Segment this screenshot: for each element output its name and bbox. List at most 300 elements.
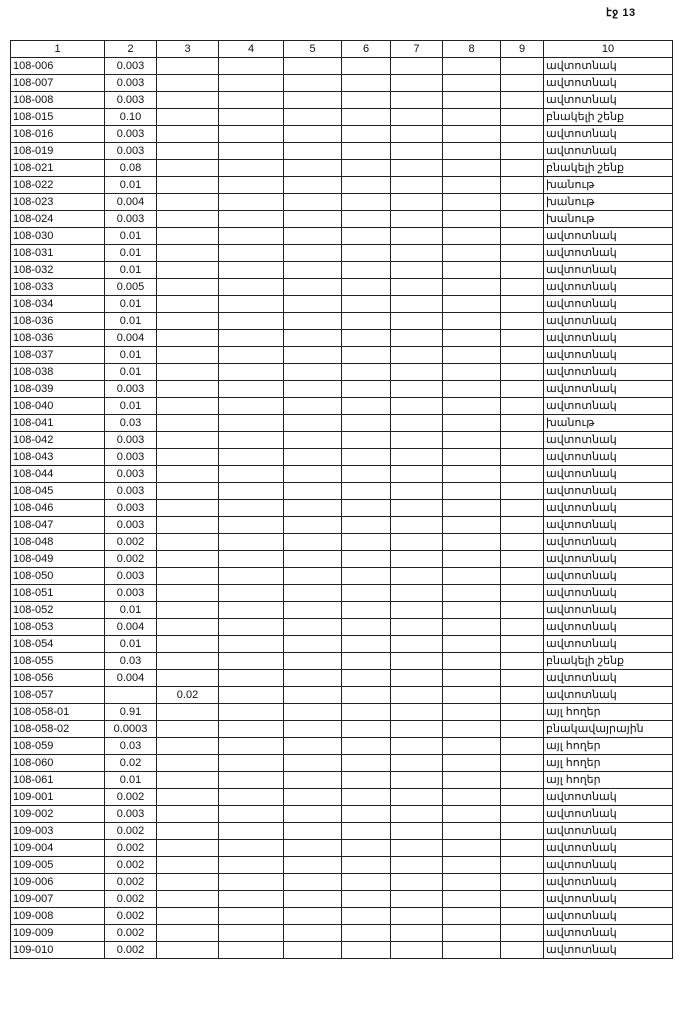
cell-col-2: 0.003	[105, 585, 157, 602]
table-row	[11, 840, 673, 857]
cell-col-3	[157, 653, 219, 670]
cell-col-6	[342, 381, 391, 398]
cell-col-8	[443, 449, 501, 466]
cell-col-6	[342, 517, 391, 534]
cell-col-7	[391, 891, 443, 908]
cell-col-10: խանութ	[544, 194, 673, 211]
cell-col-6	[342, 500, 391, 517]
cell-col-3	[157, 857, 219, 874]
cell-col-4	[219, 568, 284, 585]
table-row	[11, 687, 673, 704]
cell-col-10: ավտոտնակ	[544, 364, 673, 381]
table-row	[11, 738, 673, 755]
cell-col-3: 0.02	[157, 687, 219, 704]
cell-col-1: 109-002	[11, 806, 105, 823]
cell-col-6	[342, 347, 391, 364]
cell-col-3	[157, 143, 219, 160]
cell-col-5	[284, 704, 342, 721]
cell-col-10: այլ հողեր	[544, 738, 673, 755]
cell-col-7	[391, 313, 443, 330]
table-row	[11, 330, 673, 347]
cell-col-2: 0.10	[105, 109, 157, 126]
cell-col-5	[284, 500, 342, 517]
cell-col-7	[391, 245, 443, 262]
cell-col-10: ավտոտնակ	[544, 500, 673, 517]
cell-col-1: 109-006	[11, 874, 105, 891]
cell-col-2	[105, 687, 157, 704]
cell-col-7	[391, 772, 443, 789]
column-header-2: 2	[105, 41, 157, 58]
cell-col-6	[342, 908, 391, 925]
cell-col-5	[284, 789, 342, 806]
cell-col-3	[157, 738, 219, 755]
cell-col-9	[501, 942, 544, 959]
cell-col-2: 0.004	[105, 194, 157, 211]
cell-col-6	[342, 534, 391, 551]
cell-col-2: 0.003	[105, 432, 157, 449]
cell-col-3	[157, 517, 219, 534]
cell-col-9	[501, 823, 544, 840]
cell-col-1: 108-044	[11, 466, 105, 483]
cell-col-3	[157, 789, 219, 806]
table-row	[11, 296, 673, 313]
table-row	[11, 619, 673, 636]
cell-col-5	[284, 619, 342, 636]
cell-col-3	[157, 619, 219, 636]
cell-col-3	[157, 279, 219, 296]
table-row	[11, 585, 673, 602]
cell-col-3	[157, 483, 219, 500]
table-row	[11, 789, 673, 806]
cell-col-3	[157, 466, 219, 483]
table-row	[11, 874, 673, 891]
cell-col-1: 108-039	[11, 381, 105, 398]
cell-col-5	[284, 483, 342, 500]
cell-col-5	[284, 415, 342, 432]
cell-col-4	[219, 823, 284, 840]
cell-col-3	[157, 534, 219, 551]
cell-col-4	[219, 160, 284, 177]
cell-col-6	[342, 330, 391, 347]
column-header-7: 7	[391, 41, 443, 58]
table-body	[11, 58, 673, 959]
cell-col-4	[219, 653, 284, 670]
cell-col-7	[391, 653, 443, 670]
cell-col-6	[342, 670, 391, 687]
cell-col-9	[501, 466, 544, 483]
cell-col-5	[284, 160, 342, 177]
table-row	[11, 364, 673, 381]
cell-col-9	[501, 653, 544, 670]
cell-col-6	[342, 126, 391, 143]
cell-col-9	[501, 517, 544, 534]
cell-col-8	[443, 262, 501, 279]
cell-col-8	[443, 415, 501, 432]
cell-col-9	[501, 143, 544, 160]
cell-col-5	[284, 364, 342, 381]
cell-col-6	[342, 602, 391, 619]
cell-col-4	[219, 891, 284, 908]
cell-col-1: 109-005	[11, 857, 105, 874]
cell-col-3	[157, 245, 219, 262]
cell-col-10: ավտոտնակ	[544, 126, 673, 143]
cell-col-8	[443, 58, 501, 75]
cell-col-6	[342, 245, 391, 262]
cell-col-6	[342, 279, 391, 296]
cell-col-7	[391, 789, 443, 806]
cell-col-10: ավտոտնակ	[544, 75, 673, 92]
cell-col-6	[342, 840, 391, 857]
cell-col-6	[342, 891, 391, 908]
cell-col-1: 109-009	[11, 925, 105, 942]
cell-col-3	[157, 636, 219, 653]
cell-col-5	[284, 738, 342, 755]
cell-col-4	[219, 704, 284, 721]
cell-col-1: 108-037	[11, 347, 105, 364]
cell-col-6	[342, 568, 391, 585]
cell-col-6	[342, 398, 391, 415]
cell-col-8	[443, 177, 501, 194]
cell-col-7	[391, 670, 443, 687]
table-row	[11, 432, 673, 449]
cell-col-4	[219, 279, 284, 296]
cell-col-10: խանութ	[544, 211, 673, 228]
cell-col-1: 108-038	[11, 364, 105, 381]
cell-col-5	[284, 75, 342, 92]
cell-col-6	[342, 143, 391, 160]
table-row	[11, 670, 673, 687]
cell-col-2: 0.003	[105, 92, 157, 109]
cell-col-1: 108-060	[11, 755, 105, 772]
cell-col-4	[219, 602, 284, 619]
cell-col-10: ավտոտնակ	[544, 925, 673, 942]
cell-col-8	[443, 109, 501, 126]
cell-col-6	[342, 466, 391, 483]
cell-col-6	[342, 449, 391, 466]
cell-col-7	[391, 942, 443, 959]
cell-col-2: 0.002	[105, 908, 157, 925]
cell-col-7	[391, 126, 443, 143]
cell-col-1: 108-048	[11, 534, 105, 551]
cell-col-7	[391, 908, 443, 925]
cell-col-7	[391, 755, 443, 772]
cell-col-4	[219, 109, 284, 126]
cell-col-6	[342, 874, 391, 891]
cell-col-6	[342, 313, 391, 330]
cell-col-4	[219, 874, 284, 891]
cell-col-9	[501, 211, 544, 228]
cell-col-9	[501, 721, 544, 738]
cell-col-3	[157, 228, 219, 245]
cell-col-2: 0.002	[105, 942, 157, 959]
cell-col-7	[391, 92, 443, 109]
cell-col-1: 108-019	[11, 143, 105, 160]
cell-col-7	[391, 109, 443, 126]
cell-col-4	[219, 92, 284, 109]
table-row	[11, 126, 673, 143]
cell-col-3	[157, 602, 219, 619]
cell-col-1: 108-024	[11, 211, 105, 228]
cell-col-8	[443, 313, 501, 330]
cell-col-6	[342, 704, 391, 721]
cell-col-3	[157, 398, 219, 415]
cell-col-5	[284, 874, 342, 891]
cell-col-8	[443, 925, 501, 942]
cell-col-5	[284, 806, 342, 823]
cell-col-4	[219, 194, 284, 211]
cell-col-8	[443, 942, 501, 959]
cell-col-2: 0.03	[105, 653, 157, 670]
cell-col-7	[391, 364, 443, 381]
cell-col-7	[391, 823, 443, 840]
cell-col-7	[391, 483, 443, 500]
cell-col-6	[342, 211, 391, 228]
cell-col-5	[284, 670, 342, 687]
cell-col-10: ավտոտնակ	[544, 296, 673, 313]
cell-col-4	[219, 500, 284, 517]
cell-col-7	[391, 704, 443, 721]
cell-col-1: 109-003	[11, 823, 105, 840]
cell-col-4	[219, 177, 284, 194]
cell-col-10: ավտոտնակ	[544, 687, 673, 704]
cell-col-4	[219, 585, 284, 602]
cell-col-8	[443, 534, 501, 551]
cell-col-8	[443, 75, 501, 92]
cell-col-8	[443, 279, 501, 296]
cell-col-1: 108-016	[11, 126, 105, 143]
cell-col-8	[443, 670, 501, 687]
cell-col-3	[157, 772, 219, 789]
cell-col-1: 108-049	[11, 551, 105, 568]
cell-col-6	[342, 364, 391, 381]
cell-col-4	[219, 245, 284, 262]
cell-col-7	[391, 636, 443, 653]
cell-col-8	[443, 823, 501, 840]
cell-col-3	[157, 211, 219, 228]
cell-col-5	[284, 517, 342, 534]
cell-col-5	[284, 942, 342, 959]
cell-col-4	[219, 857, 284, 874]
cell-col-1: 108-030	[11, 228, 105, 245]
cell-col-5	[284, 228, 342, 245]
table-row	[11, 194, 673, 211]
cell-col-9	[501, 228, 544, 245]
cell-col-10: ավտոտնակ	[544, 806, 673, 823]
cell-col-3	[157, 415, 219, 432]
cell-col-6	[342, 551, 391, 568]
cell-col-10: ավտոտնակ	[544, 908, 673, 925]
column-header-5: 5	[284, 41, 342, 58]
cell-col-5	[284, 432, 342, 449]
cell-col-8	[443, 330, 501, 347]
cell-col-8	[443, 806, 501, 823]
cell-col-4	[219, 364, 284, 381]
cell-col-7	[391, 721, 443, 738]
cell-col-8	[443, 517, 501, 534]
table-row	[11, 721, 673, 738]
cell-col-2: 0.01	[105, 177, 157, 194]
cell-col-9	[501, 755, 544, 772]
cell-col-6	[342, 687, 391, 704]
cell-col-7	[391, 347, 443, 364]
table-row	[11, 449, 673, 466]
cell-col-10: ավտոտնակ	[544, 551, 673, 568]
cell-col-2: 0.002	[105, 789, 157, 806]
cell-col-5	[284, 126, 342, 143]
column-header-6: 6	[342, 41, 391, 58]
cell-col-6	[342, 806, 391, 823]
cell-col-9	[501, 619, 544, 636]
table-row	[11, 500, 673, 517]
cell-col-2: 0.002	[105, 857, 157, 874]
cell-col-3	[157, 449, 219, 466]
cell-col-9	[501, 636, 544, 653]
cell-col-10: ավտոտնակ	[544, 262, 673, 279]
cell-col-10: բնակավայրային	[544, 721, 673, 738]
cell-col-9	[501, 449, 544, 466]
cell-col-7	[391, 177, 443, 194]
cell-col-9	[501, 92, 544, 109]
cell-col-10: ավտոտնակ	[544, 313, 673, 330]
cell-col-2: 0.002	[105, 840, 157, 857]
cell-col-7	[391, 211, 443, 228]
cell-col-7	[391, 58, 443, 75]
cell-col-2: 0.03	[105, 415, 157, 432]
cell-col-2: 0.003	[105, 211, 157, 228]
cell-col-2: 0.003	[105, 75, 157, 92]
cell-col-5	[284, 891, 342, 908]
table-row	[11, 466, 673, 483]
cell-col-10: ավտոտնակ	[544, 330, 673, 347]
cell-col-4	[219, 449, 284, 466]
cell-col-1: 108-046	[11, 500, 105, 517]
cell-col-5	[284, 568, 342, 585]
cell-col-1: 108-031	[11, 245, 105, 262]
cell-col-9	[501, 109, 544, 126]
cell-col-5	[284, 585, 342, 602]
cell-col-4	[219, 296, 284, 313]
cell-col-5	[284, 313, 342, 330]
cell-col-3	[157, 347, 219, 364]
cell-col-6	[342, 772, 391, 789]
cell-col-2: 0.003	[105, 806, 157, 823]
cell-col-1: 108-052	[11, 602, 105, 619]
cell-col-4	[219, 619, 284, 636]
cell-col-8	[443, 551, 501, 568]
cell-col-2: 0.002	[105, 891, 157, 908]
table-row	[11, 704, 673, 721]
cell-col-1: 108-022	[11, 177, 105, 194]
cell-col-10: ավտոտնակ	[544, 891, 673, 908]
table-row	[11, 211, 673, 228]
cell-col-3	[157, 823, 219, 840]
cell-col-2: 0.01	[105, 364, 157, 381]
table-row	[11, 772, 673, 789]
cell-col-3	[157, 313, 219, 330]
cell-col-2: 0.003	[105, 568, 157, 585]
cell-col-5	[284, 908, 342, 925]
cell-col-10: ավտոտնակ	[544, 670, 673, 687]
cell-col-4	[219, 432, 284, 449]
cell-col-10: ավտոտնակ	[544, 279, 673, 296]
cell-col-8	[443, 143, 501, 160]
cell-col-7	[391, 517, 443, 534]
cell-col-4	[219, 313, 284, 330]
cell-col-10: ավտոտնակ	[544, 568, 673, 585]
cell-col-9	[501, 908, 544, 925]
cell-col-8	[443, 789, 501, 806]
column-header-8: 8	[443, 41, 501, 58]
cell-col-4	[219, 347, 284, 364]
cell-col-4	[219, 398, 284, 415]
cell-col-3	[157, 551, 219, 568]
table-row	[11, 568, 673, 585]
cell-col-1: 109-001	[11, 789, 105, 806]
cell-col-6	[342, 823, 391, 840]
page-number: էջ 13	[606, 7, 636, 19]
cell-col-5	[284, 347, 342, 364]
cell-col-8	[443, 296, 501, 313]
cell-col-6	[342, 789, 391, 806]
cell-col-7	[391, 500, 443, 517]
cell-col-1: 108-015	[11, 109, 105, 126]
cell-col-4	[219, 721, 284, 738]
cell-col-10: ավտոտնակ	[544, 874, 673, 891]
table-row	[11, 483, 673, 500]
cell-col-5	[284, 194, 342, 211]
cell-col-3	[157, 806, 219, 823]
cell-col-7	[391, 381, 443, 398]
cell-col-2: 0.004	[105, 330, 157, 347]
cell-col-10: ավտոտնակ	[544, 857, 673, 874]
cell-col-8	[443, 840, 501, 857]
cell-col-4	[219, 75, 284, 92]
cell-col-4	[219, 330, 284, 347]
cell-col-2: 0.003	[105, 466, 157, 483]
cell-col-6	[342, 194, 391, 211]
cell-col-2: 0.01	[105, 262, 157, 279]
cell-col-7	[391, 551, 443, 568]
cell-col-4	[219, 755, 284, 772]
cell-col-7	[391, 432, 443, 449]
table-row	[11, 347, 673, 364]
cell-col-2: 0.003	[105, 381, 157, 398]
cell-col-9	[501, 347, 544, 364]
cell-col-2: 0.003	[105, 143, 157, 160]
cell-col-8	[443, 126, 501, 143]
cell-col-2: 0.03	[105, 738, 157, 755]
table-row	[11, 636, 673, 653]
cell-col-9	[501, 262, 544, 279]
cell-col-3	[157, 721, 219, 738]
cell-col-3	[157, 500, 219, 517]
cell-col-8	[443, 704, 501, 721]
cell-col-10: ավտոտնակ	[544, 789, 673, 806]
cell-col-7	[391, 398, 443, 415]
column-header-4: 4	[219, 41, 284, 58]
cell-col-4	[219, 738, 284, 755]
cell-col-9	[501, 296, 544, 313]
cell-col-9	[501, 925, 544, 942]
cell-col-3	[157, 568, 219, 585]
cell-col-1: 108-036	[11, 313, 105, 330]
column-header-3: 3	[157, 41, 219, 58]
cell-col-7	[391, 619, 443, 636]
cell-col-9	[501, 58, 544, 75]
cell-col-4	[219, 143, 284, 160]
cell-col-9	[501, 160, 544, 177]
cell-col-1: 108-043	[11, 449, 105, 466]
